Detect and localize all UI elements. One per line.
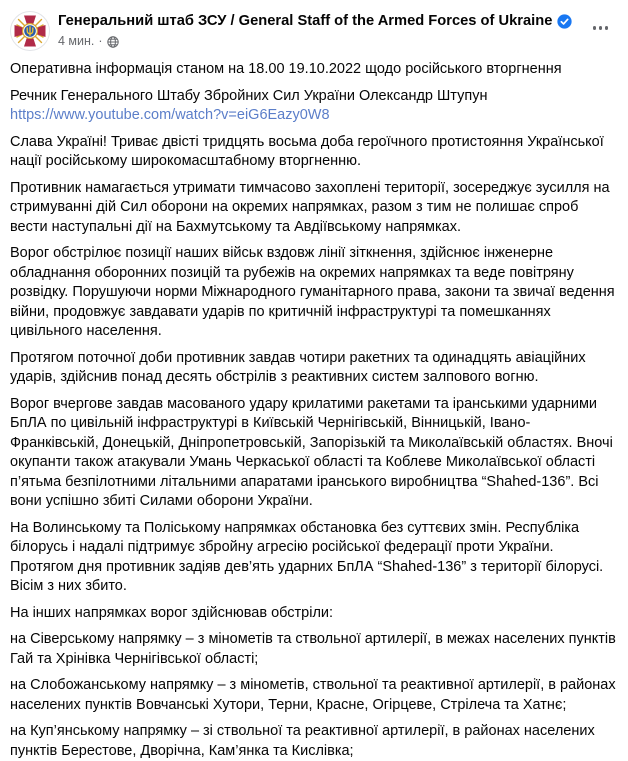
more-options-button[interactable] — [589, 20, 613, 36]
post-body — [0, 57, 628, 761]
post-paragraph: Противник намагається утримати тимчасово захоплені території, зосереджує зусилля на стримуванні дій Сил оборони на окремих напрямках, разом з тим не полишає спроб вести наступальні дії на Бахмутському та Авдіївському напрямках. — [10, 179, 610, 235]
verified-badge-icon — [557, 14, 572, 29]
more-options-icon — [599, 26, 603, 30]
post-paragraph: Слава Україні! Триває двісті тридцять восьма доба героїчного протистояння Української нації російському широкомасштабному вторгненню. — [10, 133, 604, 169]
post-paragraph: Протягом поточної доби противник завдав чотири ракетних та одинадцять авіаційних ударів, здійснив понад десять обстрілів з реактивних систем залпового вогню. — [10, 349, 586, 385]
post-header — [0, 0, 628, 57]
globe-icon — [107, 36, 119, 48]
post-timestamp[interactable]: 4 мин. — [58, 34, 95, 49]
post-paragraph: на Слобожанському напрямку – з мінометів, ствольної та реактивної артилерії, в районах населених пунктів Вовчанські Хутори, Терни, Красне, Огірцеве, Стрілеча та Хатнє; — [10, 677, 616, 713]
general-staff-emblem-icon — [10, 11, 50, 51]
post-paragraph: Речник Генерального Штабу Збройних Сил України Олександр Штупун — [10, 87, 488, 104]
youtube-link[interactable]: https://www.youtube.com/watch?v=eiG6Eazy0W8 — [10, 107, 330, 123]
post-paragraph: Ворог вчергове завдав масованого удару крилатими ракетами та іранськими ударними БпЛА по цивільній інфраструктурі в Київській Чернігівській, Вінницькій, Івано-Франківській, Донецькій, Дніпропетровській, Запорізькій та Миколаївській областях. Вночі окупанти також атакували Умань Черкаської області та Коблеве Миколаївської області п’ятьма безпілотними літальними апаратами іранського виробництва “Shahed-136”. Всі вони успішно збиті Силами оборони України. — [10, 395, 613, 509]
more-options-icon — [593, 26, 597, 30]
post-paragraph: На інших напрямках ворог здійснював обстріли: — [10, 604, 334, 621]
more-options-icon — [605, 26, 609, 30]
post-paragraph: Ворог обстрілює позиції наших військ вздовж лінії зіткнення, здійснює інженерне обладнання оборонних позицій та рубежів на окремих напрямках та веде повітряну розвідку. Порушуючи норми Міжнародного гуманітарного права, закони та звичаї ведення війни, продовжує завдавати ударів по критичній інфраструктурі та помешканнях цивільного населення. — [10, 245, 615, 339]
page-name-row — [58, 12, 618, 30]
post-paragraph: Оперативна інформація станом на 18.00 19.10.2022 щодо російського вторгнення — [10, 61, 562, 77]
post-meta-row — [58, 34, 618, 48]
post-paragraph: на Куп’янському напрямку – зі ствольної та реактивної артилерії, в районах населених пунктів Берестове, Дворічна, Кам’янка та Кислівка; — [10, 723, 595, 759]
post-paragraph: На Волинському та Поліському напрямках обстановка без суттєвих змін. Республіка білорусь і надалі підтримує збройну агресію російської федерації проти України. Протягом дня противник задіяв дев’ять ударних БпЛА “Shahed-136” з території білорусі. Вісім з них збито. — [10, 519, 604, 594]
post-paragraph: на Сіверському напрямку – з мінометів та ствольної артилерії, в межах населених пунктів Гай та Хрінівка Чернігівської області; — [10, 631, 616, 667]
post-header-text — [58, 11, 618, 48]
link-paragraph — [10, 106, 618, 126]
avatar[interactable] — [10, 11, 50, 51]
meta-separator: · — [98, 34, 103, 49]
page-name[interactable]: Генеральний штаб ЗСУ / General Staff of the Armed Forces of Ukraine — [58, 13, 553, 29]
